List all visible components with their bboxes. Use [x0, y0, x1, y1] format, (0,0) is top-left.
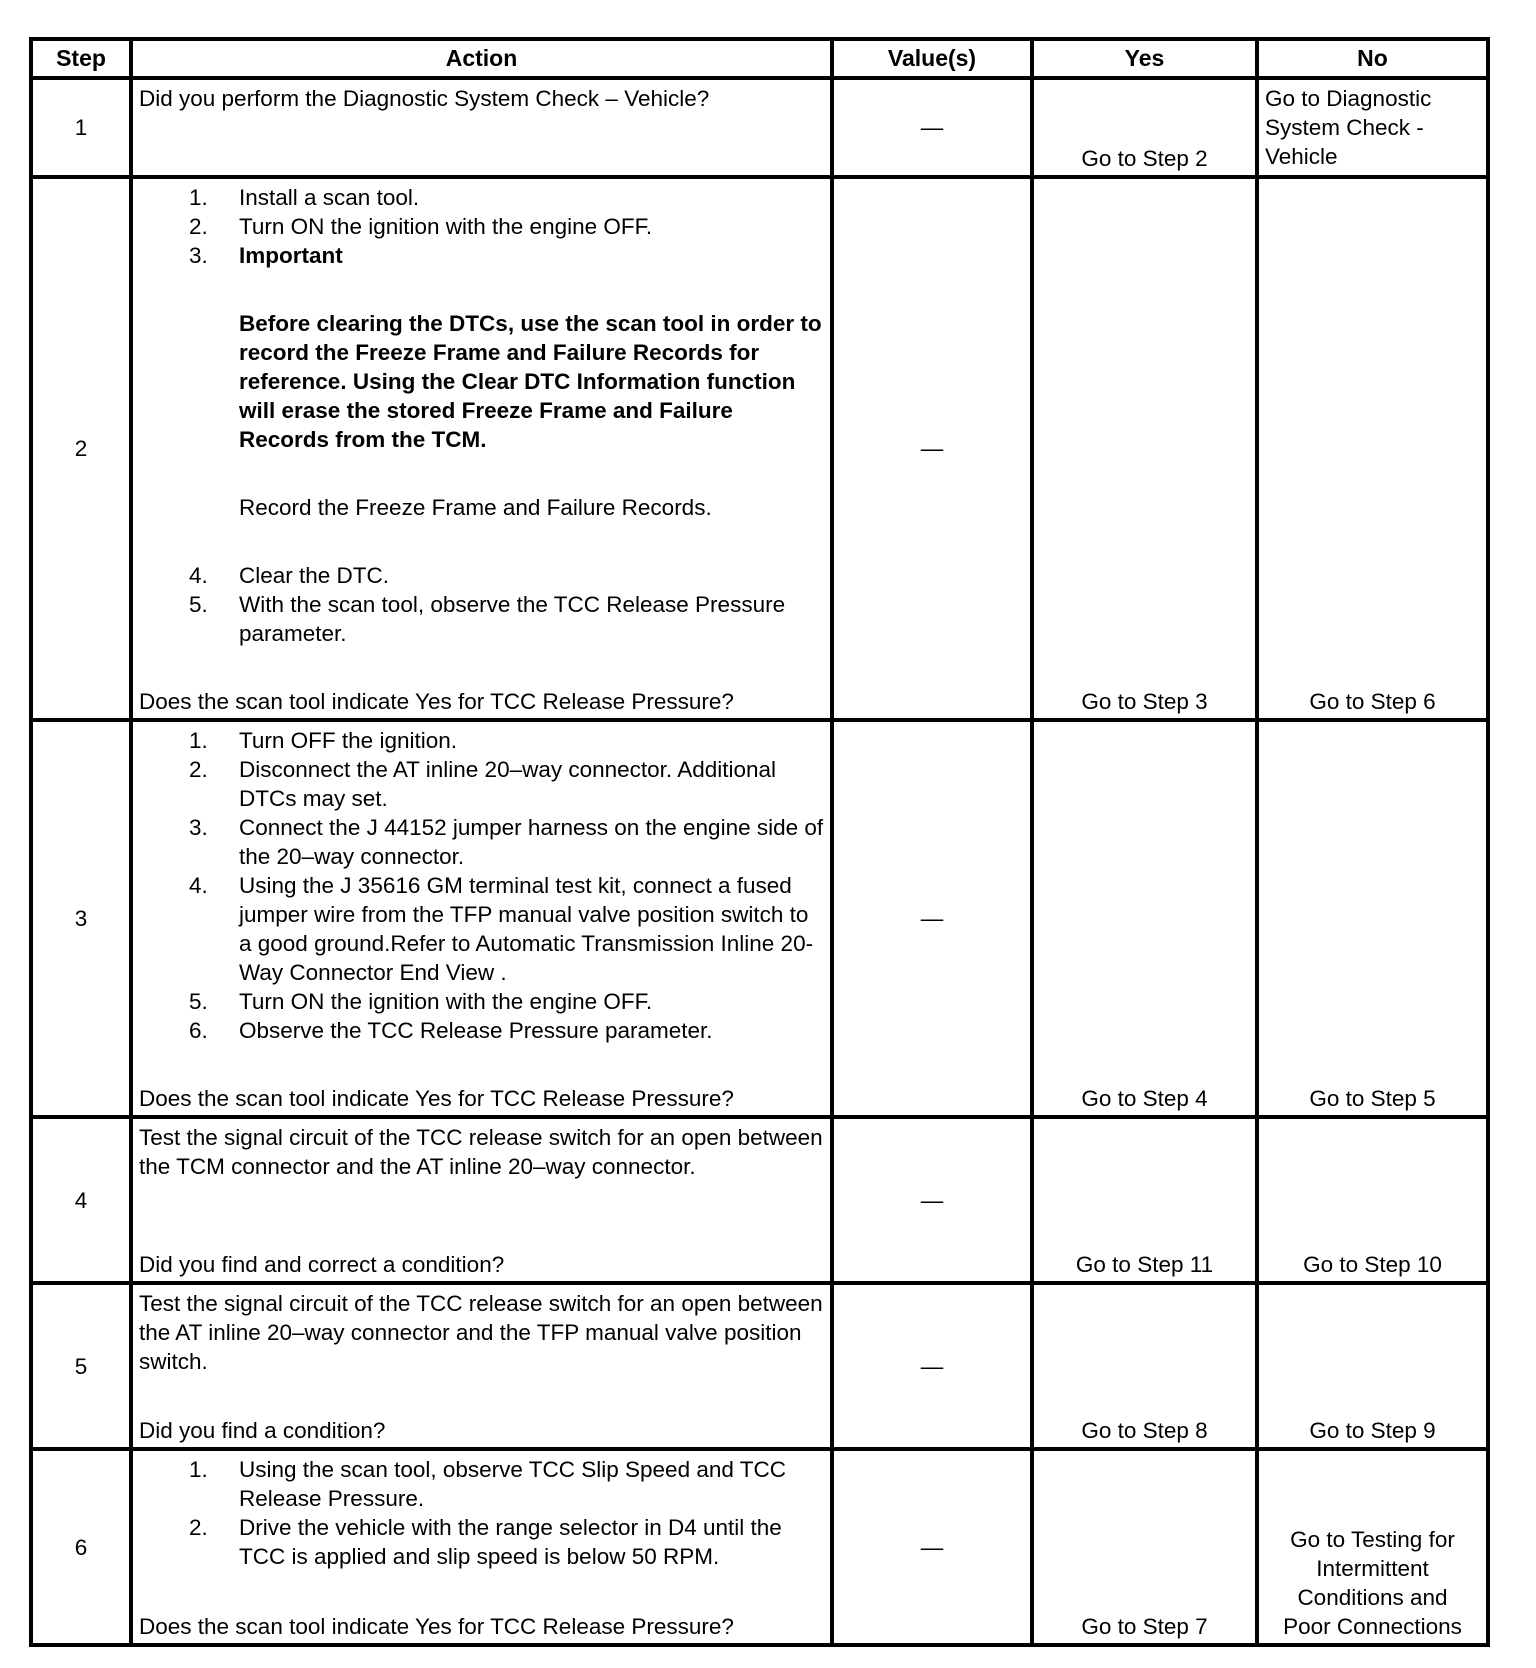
action-steps	[139, 183, 824, 648]
action-question: Does the scan tool indicate Yes for TCC Release Pressure?	[139, 1086, 734, 1111]
table-row	[31, 720, 1488, 1117]
header-yes: Yes	[1032, 39, 1257, 78]
value-cell: —	[832, 1283, 1032, 1449]
step-index: 1.	[189, 728, 208, 753]
step-number: 1	[31, 78, 131, 177]
step-text: Using the J 35616 GM terminal test kit, connect a fused jumper wire from the TFP manual valve position switch to a good ground.Refer to Automatic Transmission Inline 20-Way Connector End View .	[239, 873, 814, 985]
step-text: Using the scan tool, observe TCC Slip Speed and TCC Release Pressure.	[239, 1457, 786, 1511]
step-number: 4	[31, 1117, 131, 1283]
no-cell	[1257, 1449, 1488, 1645]
header-step: Step	[31, 39, 131, 78]
no-cell: Go to Step 5	[1257, 720, 1488, 1117]
step-text: Turn ON the ignition with the engine OFF.	[239, 214, 653, 239]
action-question: Does the scan tool indicate Yes for TCC Release Pressure?	[139, 1614, 734, 1639]
yes-cell: Go to Step 3	[1032, 177, 1257, 720]
record-note: Record the Freeze Frame and Failure Records.	[239, 495, 712, 520]
value-cell: —	[832, 1449, 1032, 1645]
step-index: 2.	[189, 1515, 208, 1540]
action-step	[139, 212, 824, 241]
step-index: 4.	[189, 563, 208, 588]
action-cell	[131, 1283, 832, 1449]
step-text: Connect the J 44152 jumper harness on the engine side of the 20–way connector.	[239, 815, 824, 869]
yes-cell: Go to Step 4	[1032, 720, 1257, 1117]
action-step	[139, 561, 824, 590]
action-cell	[131, 1117, 832, 1283]
header-values: Value(s)	[832, 39, 1032, 78]
header-no: No	[1257, 39, 1488, 78]
action-step	[139, 726, 824, 755]
action-description: Test the signal circuit of the TCC release switch for an open between the AT inline 20–way connector and the TFP manual valve position switch.	[139, 1291, 823, 1374]
header-row	[31, 39, 1488, 78]
no-line: Go to Diagnostic	[1265, 86, 1432, 111]
action-step	[139, 590, 824, 648]
no-line: Vehicle	[1265, 144, 1338, 169]
action-question: Did you find a condition?	[139, 1418, 386, 1443]
action-step	[139, 1455, 824, 1513]
step-text: Disconnect the AT inline 20–way connector. Additional DTCs may set.	[239, 757, 777, 811]
no-line: System Check -	[1265, 115, 1424, 140]
value-cell: —	[832, 177, 1032, 720]
step-number: 3	[31, 720, 131, 1117]
step-text: Install a scan tool.	[239, 185, 420, 210]
step-index: 2.	[189, 757, 208, 782]
action-description: Test the signal circuit of the TCC release switch for an open between the TCM connector and the AT inline 20–way connector.	[139, 1125, 823, 1179]
step-index: 4.	[189, 873, 208, 898]
action-cell	[131, 78, 832, 177]
table-row	[31, 1283, 1488, 1449]
step-text: Turn ON the ignition with the engine OFF.	[239, 989, 653, 1014]
action-question: Did you perform the Diagnostic System Check – Vehicle?	[139, 86, 710, 111]
table-row	[31, 1117, 1488, 1283]
yes-cell: Go to Step 8	[1032, 1283, 1257, 1449]
table-row	[31, 177, 1488, 720]
action-step	[139, 755, 824, 813]
no-line: Poor Connections	[1283, 1614, 1462, 1639]
action-step	[139, 871, 824, 987]
header-action: Action	[131, 39, 832, 78]
step-text: Important	[239, 243, 343, 268]
step-text: With the scan tool, observe the TCC Release Pressure parameter.	[239, 592, 786, 646]
no-cell: Go to Step 6	[1257, 177, 1488, 720]
action-step	[139, 813, 824, 871]
step-index: 6.	[189, 1018, 208, 1043]
no-cell: Go to Step 9	[1257, 1283, 1488, 1449]
step-index: 1.	[189, 1457, 208, 1482]
no-cell	[1257, 78, 1488, 177]
step-text: Drive the vehicle with the range selector in D4 until the TCC is applied and slip speed is below 50 RPM.	[239, 1515, 782, 1569]
action-steps	[139, 726, 824, 1045]
action-step	[139, 987, 824, 1016]
action-step	[139, 241, 824, 522]
action-cell	[131, 177, 832, 720]
yes-cell: Go to Step 2	[1032, 78, 1257, 177]
step-number: 6	[31, 1449, 131, 1645]
step-index: 5.	[189, 592, 208, 617]
action-step	[139, 1016, 824, 1045]
no-line: Go to Testing for	[1290, 1527, 1455, 1552]
no-line: Conditions and	[1297, 1585, 1448, 1610]
step-text: Turn OFF the ignition.	[239, 728, 458, 753]
action-cell	[131, 720, 832, 1117]
value-cell: —	[832, 1117, 1032, 1283]
table-row	[31, 1449, 1488, 1645]
table-row	[31, 78, 1488, 177]
step-text: Clear the DTC.	[239, 563, 390, 588]
value-cell: —	[832, 78, 1032, 177]
action-step	[139, 183, 824, 212]
action-question: Does the scan tool indicate Yes for TCC Release Pressure?	[139, 689, 734, 714]
action-cell	[131, 1449, 832, 1645]
diagnostic-table	[29, 37, 1490, 1647]
action-steps	[139, 1455, 824, 1571]
important-note: Before clearing the DTCs, use the scan tool in order to record the Freeze Frame and Failure Records for reference. Using the Clear DTC Information function will erase the stored Freeze Frame and Failure Records from the TCM.	[239, 311, 822, 452]
step-index: 2.	[189, 214, 208, 239]
step-index: 5.	[189, 989, 208, 1014]
step-number: 2	[31, 177, 131, 720]
no-cell: Go to Step 10	[1257, 1117, 1488, 1283]
step-text: Observe the TCC Release Pressure parameter.	[239, 1018, 713, 1043]
action-step	[139, 1513, 824, 1571]
no-line: Intermittent	[1316, 1556, 1429, 1581]
step-index: 1.	[189, 185, 208, 210]
action-question: Did you find and correct a condition?	[139, 1252, 505, 1277]
step-index: 3.	[189, 815, 208, 840]
yes-cell: Go to Step 7	[1032, 1449, 1257, 1645]
yes-cell: Go to Step 11	[1032, 1117, 1257, 1283]
value-cell: —	[832, 720, 1032, 1117]
step-index: 3.	[189, 243, 208, 268]
step-number: 5	[31, 1283, 131, 1449]
